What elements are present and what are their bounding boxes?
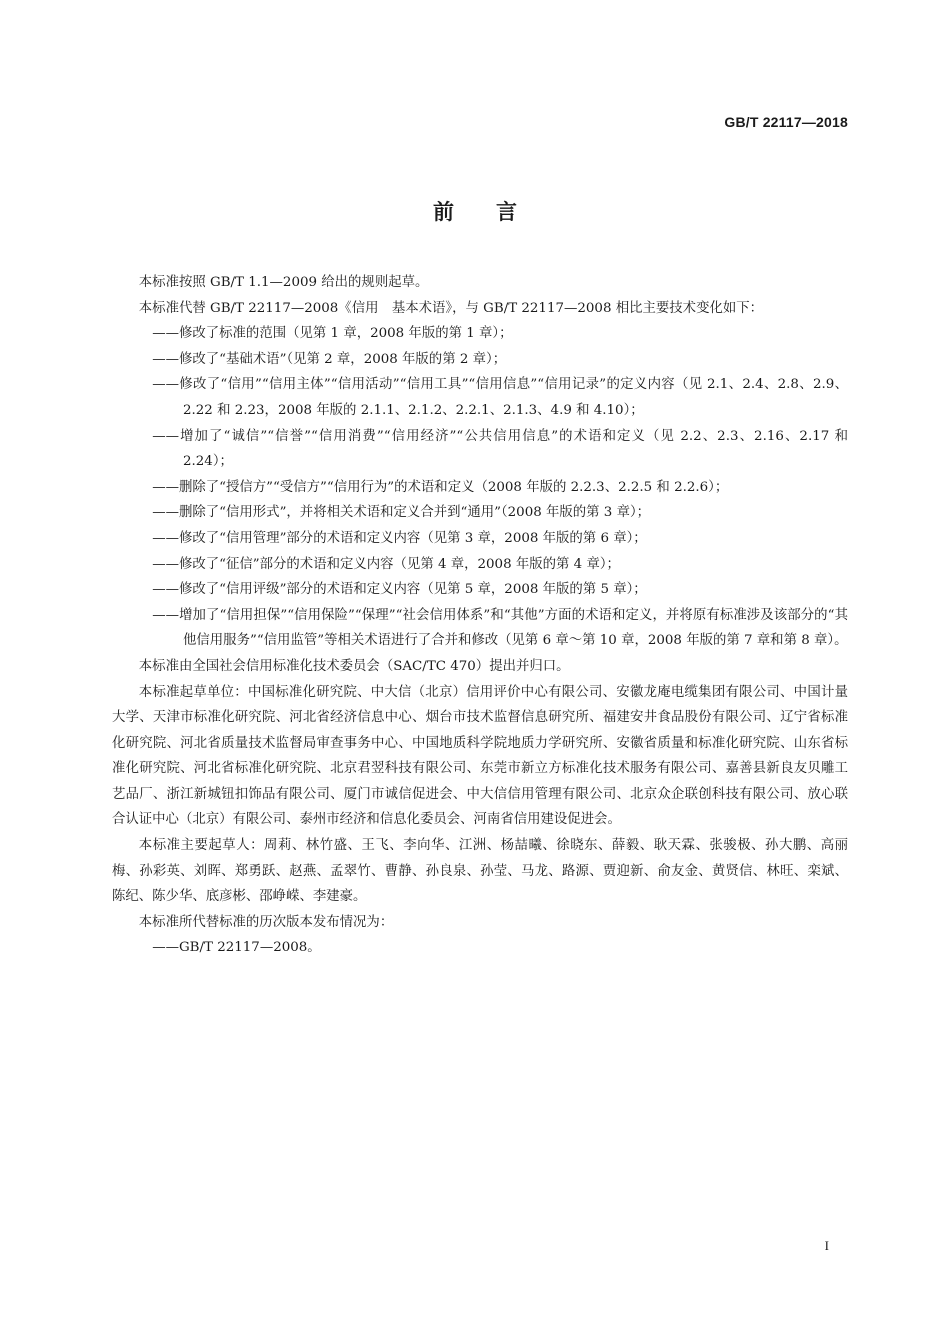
intro-paragraph-2: 本标准代替 GB/T 22117—2008《信用 基本术语》，与 GB/T 22117—2008 相比主要技术变化如下：: [138, 300, 764, 316]
drafting-units-paragraph: 本标准起草单位：中国标准化研究院、中大信（北京）信用评价中心有限公司、安徽龙庵电缆集团有限公司、中国计量大学、天津市标准化研究院、河北省经济信息中心、烟台市技术监督信息研究所、福建安井食品股份有限公司、辽宁省标准化研究院、河北省质量技术监督局审查事务中心、中国地质科学院地质力学研究所、安徽省质量和标准化研究院、山东省标准化研究院、河北省标准化研究院、北京君翌科技有限公司、东莞市新立方标准化技术服务有限公司、嘉善县新良友贝雕工艺品厂、浙江新城钮扣饰品有限公司、厦门市诚信促进会、中大信信用管理有限公司、北京众企联创科技有限公司、放心联合认证中心（北京）有限公司、泰州市经济和信息化委员会、河南省信用建设促进会。: [112, 684, 848, 828]
list-item: ——修改了“征信”部分的术语和定义内容（见第 4 章，2008 年版的第 4 章）；: [152, 556, 620, 572]
page-number: I: [824, 1238, 829, 1253]
list-item: ——修改了“信用评级”部分的术语和定义内容（见第 5 章，2008 年版的第 5 章）；: [152, 582, 647, 598]
history-intro-paragraph: 本标准所代替标准的历次版本发布情况为：: [138, 914, 394, 930]
list-item: ——删除了“授信方”“受信方”“信用行为”的术语和定义（2008 年版的 2.2.3、2.2.5 和 2.2.6）；: [152, 479, 729, 495]
list-item: ——修改了“信用”“信用主体”“信用活动”“信用工具”“信用信息”“信用记录”的定义内容（见 2.1、2.4、2.8、2.9、2.22 和 2.23，2008 年版的 2.1.1、2.1.2、2.2.1、2.1.3、4.9 和 4.10）；: [152, 377, 848, 418]
list-item: ——修改了标准的范围（见第 1 章，2008 年版的第 1 章）；: [152, 326, 513, 342]
list-item: ——增加了“诚信”“信誉”“信用消费”“信用经济”“公共信用信息”的术语和定义（见 2.2、2.3、2.16、2.17 和 2.24）；: [152, 428, 848, 470]
intro-paragraph-1: 本标准按照 GB/T 1.1—2009 给出的规则起草。: [138, 275, 429, 290]
list-item: ——修改了“信用管理”部分的术语和定义内容（见第 3 章，2008 年版的第 6 章）；: [152, 530, 647, 546]
list-item: ——增加了“信用担保”“信用保险”“保理”“社会信用体系”和“其他”方面的术语和定义，并将原有标准涉及该部分的“其他信用服务”“信用监管”等相关术语进行了合并和修改（见第 6 章～第 10 章，2008 年版的第 7 章和第 8 章）。: [152, 607, 848, 649]
history-item: ——GB/T 22117—2008。: [152, 940, 321, 956]
proposal-paragraph: 本标准由全国社会信用标准化技术委员会（SAC/TC 470）提出并归口。: [138, 658, 570, 674]
document-body: [112, 270, 848, 961]
standard-code: GB/T 22117—2018: [724, 114, 848, 130]
list-item: ——删除了“信用形式”，并将相关术语和定义合并到“通用”（2008 年版的第 3 章）；: [152, 505, 651, 521]
page-title: 前言: [433, 200, 559, 224]
drafters-paragraph: 本标准主要起草人：周莉、林竹盛、王飞、李向华、江洲、杨喆曦、徐晓东、薛毅、耿天霖、张骏极、孙大鹏、高丽梅、孙彩英、刘晖、郑勇跃、赵燕、孟翠竹、曹静、孙良泉、孙莹、马龙、路源、贾迎新、俞友金、黄贤信、林旺、栾斌、陈纪、陈少华、底彦彬、邵峥嵘、李建豪。: [112, 838, 848, 905]
list-item: ——修改了“基础术语”（见第 2 章，2008 年版的第 2 章）；: [152, 351, 507, 367]
changes-list: [112, 321, 848, 654]
